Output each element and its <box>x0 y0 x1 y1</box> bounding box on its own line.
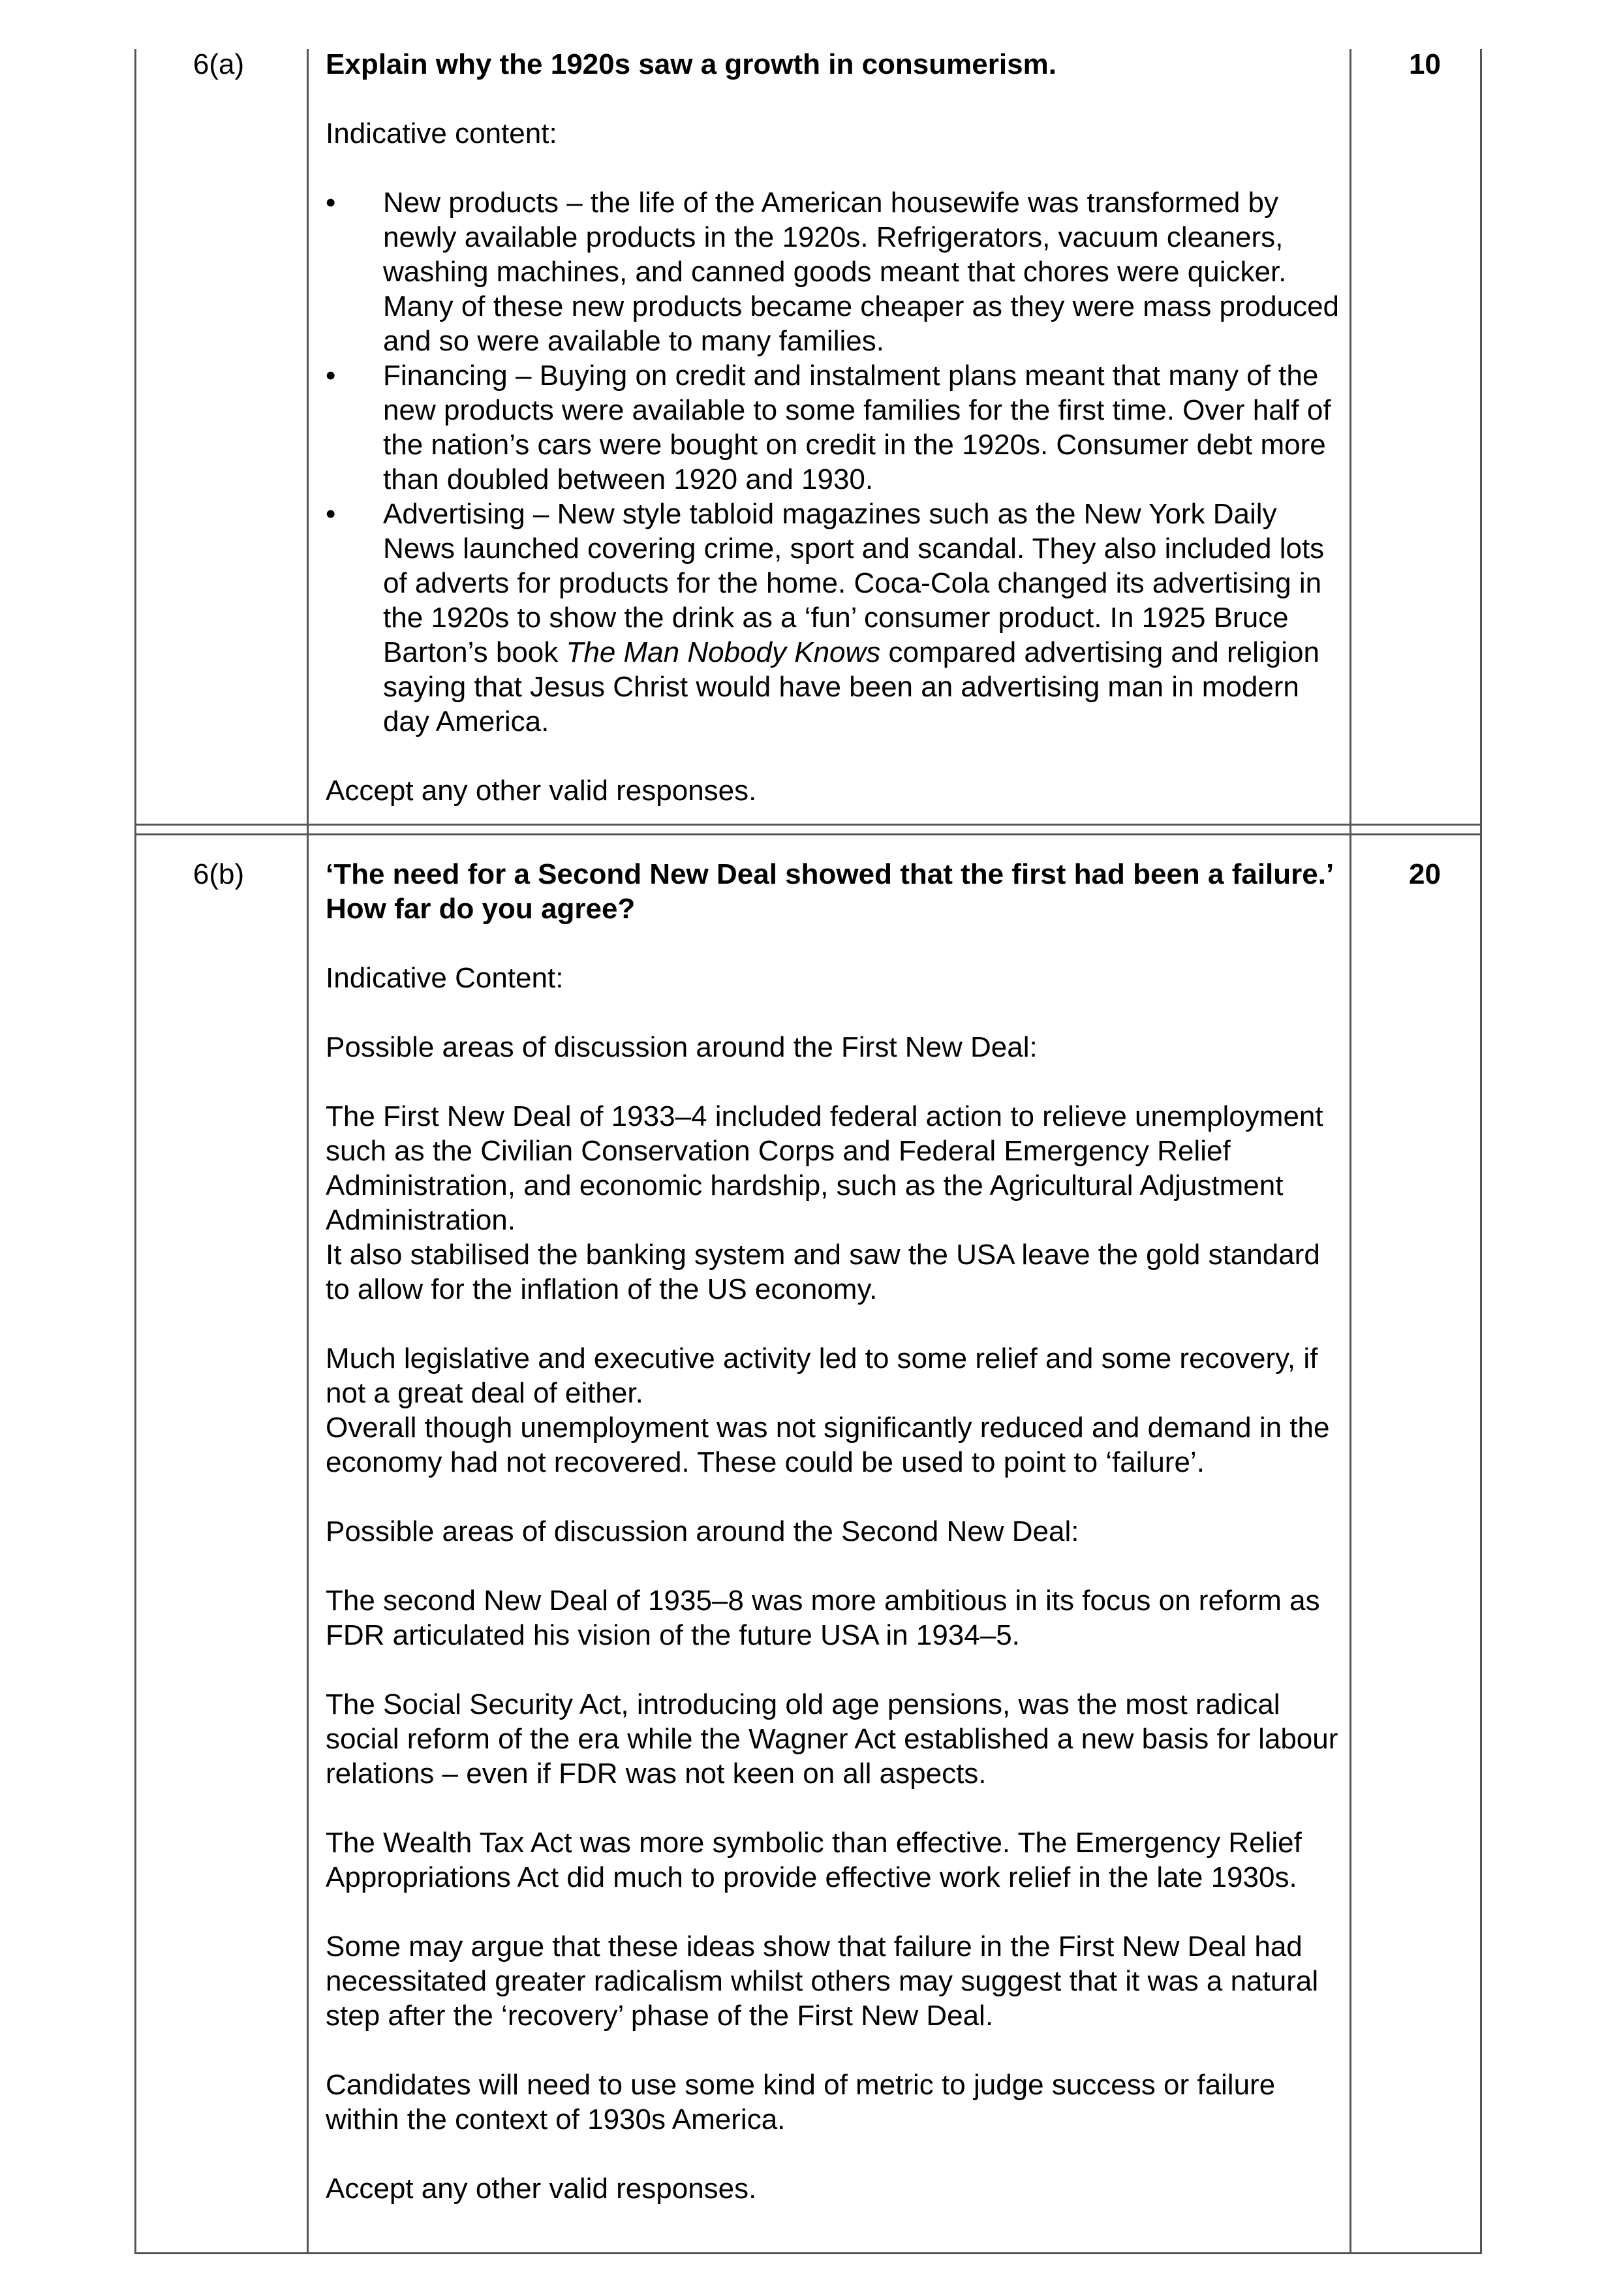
row-separator-bottom <box>134 833 1482 835</box>
metric-para: Candidates will need to use some kind of metric to judge success or failure within the context of 1930s America. <box>326 2069 1276 2135</box>
second-new-deal-para-2: The Social Security Act, introducing old age pensions, was the most radical social reform of the era while the Wagner Act established a new basis for labour relations – even if FDR was not keen on all aspects. <box>326 1688 1338 1790</box>
row-separator-top <box>134 824 1482 826</box>
bullet-list-6a <box>326 185 1344 739</box>
bullet-advertising-text-b: compared advertising and religion saying that Jesus Christ would have been an advertising man in modern day America. <box>383 636 1319 737</box>
table-divider-question <box>307 49 309 2254</box>
question-6b-text: ‘The need for a Second New Deal showed that the first had been a failure.’ How far do you agree? <box>326 858 1333 925</box>
bullet-financing: • Financing – Buying on credit and instalment plans meant that many of the new products were available to some families for the first time. Over half of the nation’s cars were bought on credit in the 1920s. Consumer debt more than doubled between 1920 and 1930. <box>326 358 1344 497</box>
first-new-deal-para-2b: Overall though unemployment was not significantly reduced and demand in the economy had not recovered. These could be used to point to ‘failure’. <box>326 1412 1330 1478</box>
first-new-deal-para-1b: It also stabilised the banking system and saw the USA leave the gold standard to allow for the inflation of the US economy. <box>326 1239 1320 1305</box>
content-6a <box>326 47 1344 808</box>
bullet-advertising <box>326 497 1344 739</box>
book-title: The Man Nobody Knows <box>566 636 881 668</box>
first-new-deal-para-1a: The First New Deal of 1933–4 included federal action to relieve unemployment such as the Civilian Conservation Corps and Federal Emergency Relief Administration, and economic hardship, such as the Agricultural Adjustment Administration. <box>326 1100 1323 1236</box>
accept-responses-6b: Accept any other valid responses. <box>326 2173 757 2205</box>
accept-responses-6a: Accept any other valid responses. <box>326 775 757 807</box>
marks-6b: 20 <box>1409 858 1441 890</box>
second-new-deal-para-3: The Wealth Tax Act was more symbolic than effective. The Emergency Relief Appropriations Act did much to provide effective work relief in the late 1930s. <box>326 1827 1302 1893</box>
table-divider-marks <box>1349 49 1351 2254</box>
table-border-left <box>134 49 136 2254</box>
table-border-bottom <box>134 2252 1482 2254</box>
question-6a-text: Explain why the 1920s saw a growth in consumerism. <box>326 48 1056 80</box>
bullet-new-products: • New products – the life of the American housewife was transformed by newly available products in the 1920s. Refrigerators, vacuum cleaners, washing machines, and canned goods meant that chores were quicker. Many of these new products became cheaper as they were mass produced and so were available to many families. <box>326 185 1344 358</box>
argument-para: Some may argue that these ideas show that failure in the First New Deal had necessitated greater radicalism whilst others may suggest that it was a natural step after the ‘recovery’ phase of the First New Deal. <box>326 1931 1319 2032</box>
marks-6a: 10 <box>1409 48 1441 80</box>
indicative-content-label-6a: Indicative content: <box>326 117 557 149</box>
second-new-deal-heading: Possible areas of discussion around the Second New Deal: <box>326 1515 1079 1547</box>
first-new-deal-heading: Possible areas of discussion around the First New Deal: <box>326 1031 1038 1063</box>
question-number-6a: 6(a) <box>193 48 245 80</box>
first-new-deal-para-2a: Much legislative and executive activity led to some relief and some recovery, if not a great deal of either. <box>326 1342 1318 1409</box>
second-new-deal-para-1: The second New Deal of 1935–8 was more ambitious in its focus on reform as FDR articulated his vision of the future USA in 1934–5. <box>326 1585 1320 1651</box>
content-6b <box>326 857 1344 2206</box>
table-border-right <box>1480 49 1482 2254</box>
indicative-content-label-6b: Indicative Content: <box>326 962 564 994</box>
bullet-advertising-text-a: Advertising – New style tabloid magazines such as the New York Daily News launched covering crime, sport and scandal. They also included lots of adverts for products for the home. Coca-Cola changed its advertising in the 1920s to show the drink as a ‘fun’ consumer product. In 1925 Bruce Barton’s book <box>383 498 1325 668</box>
question-number-6b: 6(b) <box>193 858 245 890</box>
